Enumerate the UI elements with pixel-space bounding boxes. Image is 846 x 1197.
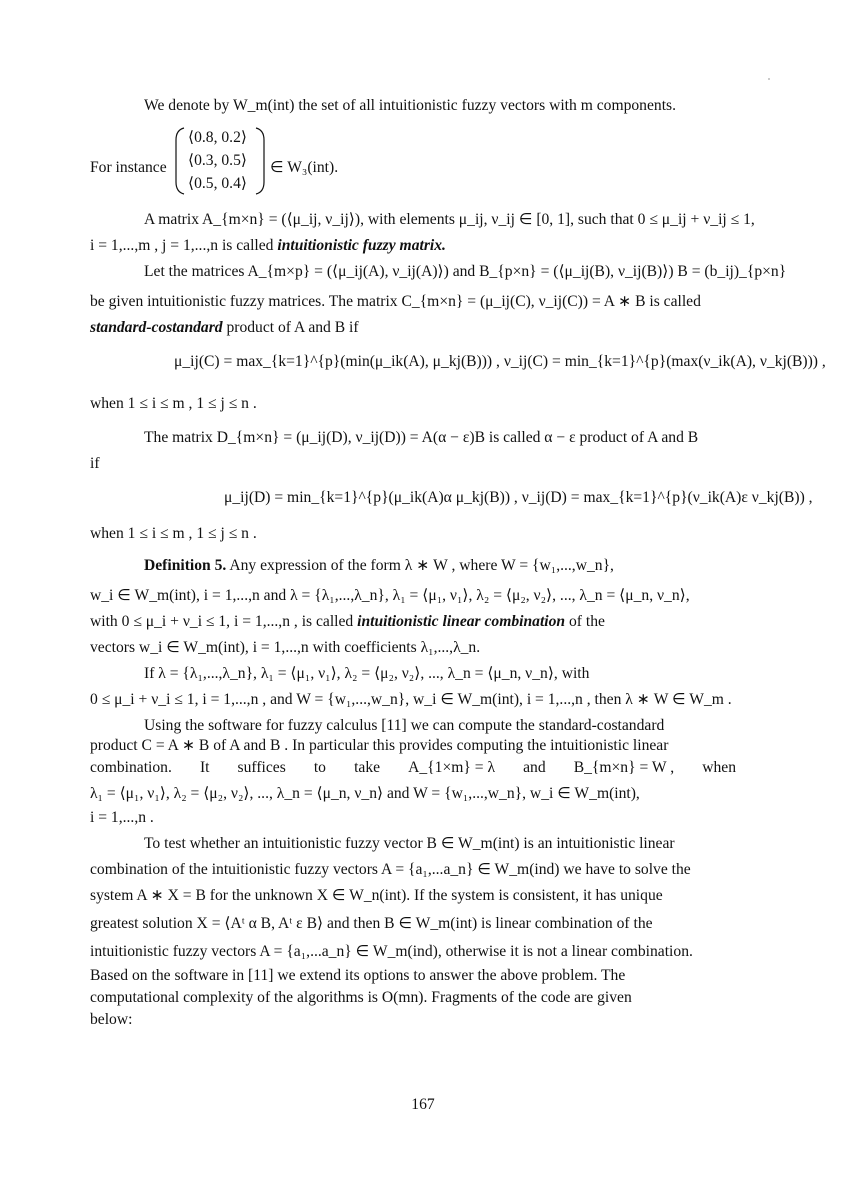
word: B_{m×n} = W , <box>573 759 675 776</box>
word: and <box>523 759 546 776</box>
example-prefix: For instance <box>90 159 167 176</box>
matrix-definition-text: i = 1,...,m , j = 1,...,n is called <box>90 237 278 254</box>
matrix-definition-line-2 <box>90 236 446 256</box>
test-line-6: Based on the software in [11] we extend its options to answer the above problem. The <box>90 967 626 984</box>
if-line-1: If λ = {λ₁,...,λ_n}, λ₁ = ⟨μ₁, ν₁⟩, λ₂ = ⟨μ₂, ν₂⟩, ..., λ_n = ⟨μ_n, ν_n⟩, with <box>144 665 590 682</box>
page-number: 167 <box>411 1096 435 1113</box>
test-line-2: combination of the intuitionistic fuzzy vectors A = {a₁,...a_n} ∈ W_m(ind) we have to solve the <box>90 861 691 878</box>
term-standard-costandard: standard-costandard <box>90 319 223 336</box>
paragraph-wm-definition: We denote by W_m(int) the set of all intuitionistic fuzzy vectors with m components. <box>144 97 676 114</box>
word: when <box>702 759 736 776</box>
let-matrices-line-1: Let the matrices A_{m×p} = (⟨μ_ij(A), ν_ij(A)⟩) and B_{p×n} = (⟨μ_ij(B), ν_ij(B)⟩) B = (b_ij)_{p×n} <box>144 263 787 280</box>
using-line-1: Using the software for fuzzy calculus [11] we can compute the standard-costandard <box>144 717 665 734</box>
term-intuitionistic-fuzzy-matrix: intuitionistic fuzzy matrix. <box>277 237 446 254</box>
left-bracket <box>174 126 186 196</box>
definition-5-line-3 <box>90 612 605 632</box>
definition-5-text-c: of the <box>565 613 605 630</box>
example-row-2: ⟨0.3, 0.5⟩ <box>188 152 247 169</box>
test-line-5: intuitionistic fuzzy vectors A = {a₁,...a_n} ∈ W_m(ind), otherwise it is not a linear combination. <box>90 943 693 960</box>
alpha-epsilon-if: if <box>90 455 100 472</box>
example-matrix <box>90 126 490 196</box>
matrix-definition-line-1: A matrix A_{m×n} = (⟨μ_ij, ν_ij⟩), with elements μ_ij, ν_ij ∈ [0, 1], such that 0 ≤ μ_ij + ν_ij ≤ 1, <box>144 211 755 228</box>
test-line-1: To test whether an intuitionistic fuzzy vector B ∈ W_m(int) is an intuitionistic linear <box>144 835 675 852</box>
right-bracket <box>254 126 266 196</box>
test-line-4: greatest solution X = ⟨Aᵗ α B, Aᵗ ε B⟩ and then B ∈ W_m(int) is linear combination of the <box>90 915 653 932</box>
when-condition-1: when 1 ≤ i ≤ m , 1 ≤ j ≤ n . <box>90 395 257 412</box>
let-matrices-line-3 <box>90 318 359 338</box>
scan-speck <box>768 78 770 80</box>
test-line-7: computational complexity of the algorithms is O(mn). Fragments of the code are given <box>90 989 632 1006</box>
example-suffix: ∈ W₃(int). <box>270 159 339 176</box>
word: It <box>199 759 210 776</box>
example-row-3: ⟨0.5, 0.4⟩ <box>188 175 247 192</box>
definition-5-text-a: with 0 ≤ μ_i + ν_i ≤ 1, i = 1,...,n , is called <box>90 613 358 630</box>
word: A_{1×m} = λ <box>408 759 496 776</box>
word: to <box>313 759 326 776</box>
definition-5-label: Definition 5. <box>144 557 227 574</box>
test-line-3: system A ∗ X = B for the unknown X ∈ W_n(int). If the system is consistent, it has unique <box>90 887 663 904</box>
term-intuitionistic-linear-combination: intuitionistic linear combination <box>357 613 566 630</box>
definition-5-line-1 <box>144 556 614 576</box>
example-row-1: ⟨0.8, 0.2⟩ <box>188 129 247 146</box>
if-line-2: 0 ≤ μ_i + ν_i ≤ 1, i = 1,...,n , and W = {w₁,...,w_n}, w_i ∈ W_m(int), i = 1,...,n , then λ ∗ W ∈ W_m . <box>90 691 732 708</box>
let-matrices-text: product of A and B if <box>222 319 359 336</box>
using-line-3 <box>90 758 736 778</box>
using-line-4: λ₁ = ⟨μ₁, ν₁⟩, λ₂ = ⟨μ₂, ν₂⟩, ..., λ_n = ⟨μ_n, ν_n⟩ and W = {w₁,...,w_n}, w_i ∈ W_m(int), <box>90 785 640 802</box>
formula-standard-costandard: μ_ij(C) = max_{k=1}^{p}(min(μ_ik(A), μ_kj(B))) , ν_ij(C) = min_{k=1}^{p}(max(ν_ik(A), ν_kj(B))) , <box>174 353 826 370</box>
word: take <box>354 759 381 776</box>
when-condition-2: when 1 ≤ i ≤ m , 1 ≤ j ≤ n . <box>90 525 257 542</box>
definition-5-line-2: w_i ∈ W_m(int), i = 1,...,n and λ = {λ₁,...,λ_n}, λ₁ = ⟨μ₁, ν₁⟩, λ₂ = ⟨μ₂, ν₂⟩, ..., λ_n = ⟨μ_n, ν_n⟩, <box>90 587 690 604</box>
alpha-epsilon-definition: The matrix D_{m×n} = (μ_ij(D), ν_ij(D)) = A(α − ε)B is called α − ε product of A and B <box>144 429 699 446</box>
word: suffices <box>237 759 286 776</box>
formula-alpha-epsilon: μ_ij(D) = min_{k=1}^{p}(μ_ik(A)α μ_kj(B)) , ν_ij(D) = max_{k=1}^{p}(ν_ik(A)ε ν_kj(B)) , <box>224 489 813 506</box>
let-matrices-line-2: be given intuitionistic fuzzy matrices. The matrix C_{m×n} = (μ_ij(C), ν_ij(C)) = A ∗ B is called <box>90 293 701 310</box>
definition-5-line-4: vectors w_i ∈ W_m(int), i = 1,...,n with coefficients λ₁,...,λ_n. <box>90 639 481 656</box>
word: combination. <box>90 759 172 776</box>
test-line-8: below: <box>90 1011 133 1028</box>
definition-5-text: Any expression of the form λ ∗ W , where W = {w₁,...,w_n}, <box>226 557 614 574</box>
using-line-2: product C = A ∗ B of A and B . In particular this provides computing the intuitionistic linear <box>90 737 669 754</box>
using-line-5: i = 1,...,n . <box>90 809 154 826</box>
